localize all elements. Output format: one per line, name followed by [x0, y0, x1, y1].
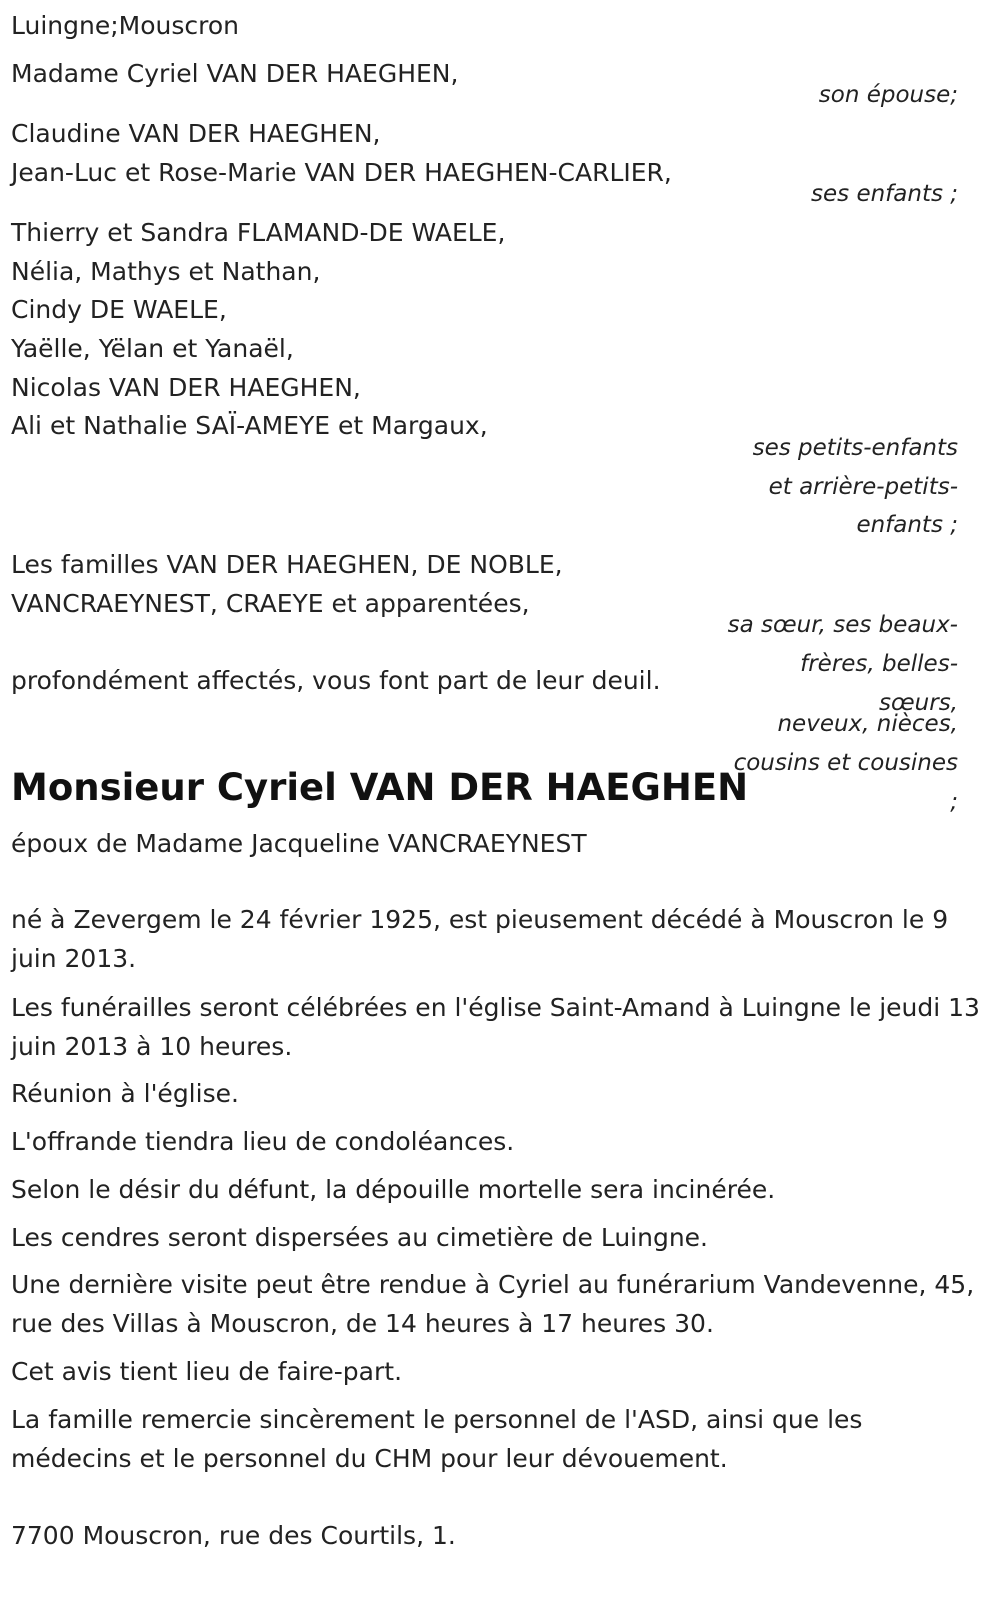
families-role: neveux, nièces, — [777, 711, 958, 737]
detail-paragraph: Une dernière visite peut être rendue à Cyriel au funérarium Vandevenne, 45, rue des Villas à Mouscron, de 14 heures à 17 heures 30. — [11, 1270, 975, 1338]
children-role: ses enfants ; — [811, 181, 958, 207]
grandchildren-role: enfants ; — [856, 512, 958, 538]
grandchildren-role: ses petits-enfants — [752, 435, 958, 461]
detail-paragraph: Cet avis tient lieu de faire-part. — [11, 1357, 403, 1386]
deceased-name: Monsieur Cyriel VAN DER HAEGHEN — [11, 766, 749, 809]
spouse-line: Madame Cyriel VAN DER HAEGHEN, — [11, 59, 459, 88]
grandchild-line: Cindy DE WAELE, — [11, 295, 227, 324]
detail-paragraph: L'offrande tiendra lieu de condoléances. — [11, 1127, 515, 1156]
grandchild-line: Ali et Nathalie SAÏ-AMEYE et Margaux, — [11, 411, 488, 440]
grandchild-line: Nicolas VAN DER HAEGHEN, — [11, 373, 361, 402]
child-line: Jean-Luc et Rose-Marie VAN DER HAEGHEN-CARLIER, — [11, 158, 672, 187]
detail-paragraph: Les funérailles seront célébrées en l'église Saint-Amand à Luingne le jeudi 13 juin 2013 à 10 heures. — [11, 993, 980, 1061]
grandchild-line: Yaëlle, Yëlan et Yanaël, — [11, 334, 294, 363]
families-line: VANCRAEYNEST, CRAEYE et apparentées, — [11, 589, 530, 618]
families-role: sœurs, — [879, 690, 958, 716]
detail-paragraph: Selon le désir du défunt, la dépouille mortelle sera incinérée. — [11, 1175, 776, 1204]
families-role: cousins et cousines — [733, 750, 958, 776]
child-line: Claudine VAN DER HAEGHEN, — [11, 119, 381, 148]
families-role: sa sœur, ses beaux- — [727, 612, 958, 638]
grandchild-line: Thierry et Sandra FLAMAND-DE WAELE, — [11, 218, 506, 247]
detail-paragraph: Les cendres seront dispersées au cimetière de Luingne. — [11, 1223, 708, 1252]
detail-paragraph: Réunion à l'église. — [11, 1079, 239, 1108]
detail-paragraph: La famille remercie sincèrement le personnel de l'ASD, ainsi que les médecins et le personnel du CHM pour leur dévouement. — [11, 1405, 863, 1473]
grandchild-line: Nélia, Mathys et Nathan, — [11, 257, 321, 286]
closing-line: profondément affectés, vous font part de leur deuil. — [11, 666, 661, 695]
families-role: ; — [950, 789, 958, 815]
address-line: 7700 Mouscron, rue des Courtils, 1. — [11, 1521, 456, 1550]
families-line: Les familles VAN DER HAEGHEN, DE NOBLE, — [11, 550, 563, 579]
detail-paragraph: né à Zevergem le 24 février 1925, est pieusement décédé à Mouscron le 9 juin 2013. — [11, 905, 949, 973]
spouse-role: son épouse; — [818, 82, 958, 108]
header-location: Luingne;Mouscron — [11, 11, 239, 40]
spouse-of-line: époux de Madame Jacqueline VANCRAEYNEST — [11, 829, 587, 858]
grandchildren-role: et arrière-petits- — [768, 474, 958, 500]
families-role: frères, belles- — [800, 651, 958, 677]
